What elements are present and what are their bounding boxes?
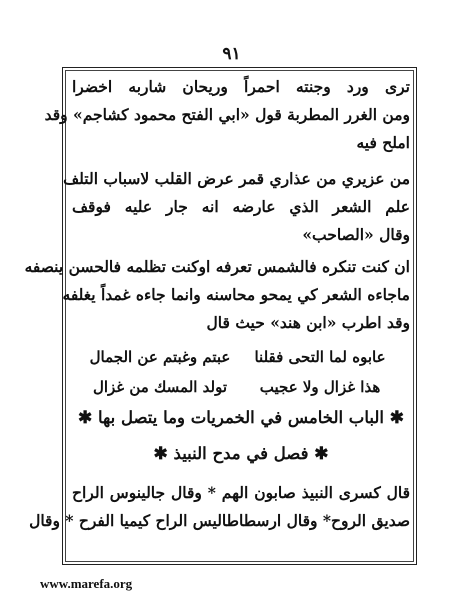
verse-second-hemistich: تولد المسك من غزال [92,378,228,396]
text-line: ترى ورد وجنته احمراً وريحان شاربه اخضرا [72,77,410,96]
ornament-icon: ✱ [389,408,404,428]
text-line: وقال «الصاحب» [302,225,410,244]
text-line: صديق الروح* وقال ارسطاطاليس الراح كيميا الفرح * وقال [29,511,410,530]
page-number: ٩١ [222,44,241,64]
text-line: وقد اطرب «ابن هند» حيث قال [206,313,410,332]
verse-first-hemistich: عابوه لما التحى فقلنا [254,348,386,366]
ornament-icon: ✱ [78,408,93,428]
chapter-heading-text: الباب الخامس في الخمريات وما يتصل بها [98,408,384,427]
text-line: املح فيه [356,133,410,152]
verse-first-hemistich: هذا غزال ولا عجيب [259,378,381,396]
text-line: من عزيري من عذاري قمر عرض القلب لاسباب التلف [63,169,410,188]
text-line: ماجاءه الشعر كي يمحو محاسنه وانما جاءه غمداً يغلفه [62,285,410,304]
text-line: ومن الغرر المطربة قول «ابي الفتح محمود كشاجم» وقد [44,105,410,124]
text-line: علم الشعر الذي عارضه انه جار عليه فوقف [72,197,410,216]
site-watermark: www.marefa.org [40,576,133,591]
text-line: ان كنت تنكره فالشمس تعرفه اوكنت تظلمه فالحسن ينصفه [24,257,410,276]
section-heading [72,442,410,466]
ornament-icon: ✱ [153,444,168,464]
ornament-icon: ✱ [314,444,329,464]
verse-second-hemistich: عبتم وغبتم عن الجمال [89,348,231,366]
section-heading-text: فصل في مدح النبيذ [173,444,309,463]
text-line: قال كسرى النبيذ صابون الهم * وقال جالينوس الراح [72,483,410,502]
chapter-heading [72,406,410,430]
